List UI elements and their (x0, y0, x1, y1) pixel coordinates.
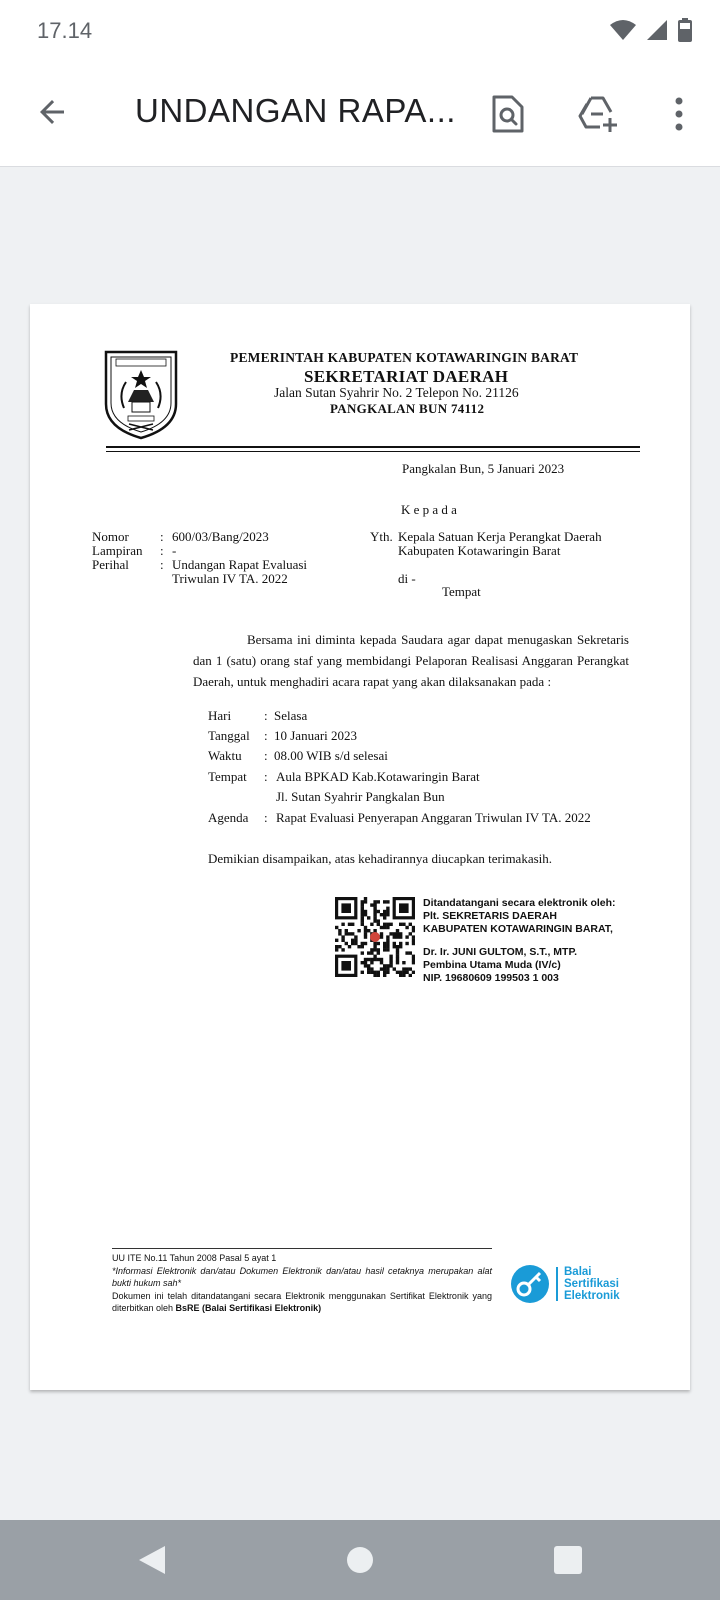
status-bar (0, 0, 720, 64)
find-in-document-button[interactable] (484, 90, 532, 138)
meta-nomor-sep: : (160, 529, 164, 544)
more-vert-icon (673, 96, 685, 132)
status-time: 17.14 (37, 18, 93, 43)
status-icons (610, 18, 692, 42)
find-in-document-icon (490, 94, 526, 134)
meta-perihal-sep: : (160, 557, 164, 572)
battery-icon (678, 18, 692, 42)
signer-nip: NIP. 19680609 199503 1 003 (423, 972, 559, 984)
letterhead-rule-thick (106, 446, 640, 448)
footer-notice (112, 1252, 492, 1315)
footer-certificate-text: Dokumen ini telah ditandatangani secara Elektronik menggunakan Sertifikat Elektronik yang diterbitkan oleh (112, 1290, 492, 1313)
signature-line-1: Ditandatangani secara elektronik oleh: (423, 897, 616, 909)
body-paragraph (193, 629, 629, 692)
schedule-hari-colon: : (264, 708, 268, 723)
letterhead-government: PEMERINTAH KABUPATEN KOTAWARINGIN BARAT (230, 350, 579, 365)
letterhead-address: Jalan Sutan Syahrir No. 2 Telepon No. 21126 (274, 385, 519, 400)
nav-recents-button[interactable] (548, 1540, 588, 1580)
footer-rule (112, 1248, 492, 1249)
regency-emblem-logo (102, 346, 180, 440)
schedule-tempat-value: Aula BPKAD Kab.Kotawaringin Barat (276, 769, 480, 784)
schedule-hari-label: Hari (208, 708, 232, 723)
signature-qr-code (335, 897, 415, 977)
nav-back-icon (137, 1544, 167, 1576)
nav-recents-icon (553, 1545, 583, 1575)
schedule-hari-value: Selasa (274, 708, 308, 723)
signer-name: Dr. Ir. JUNI GULTOM, S.T., MTP. (423, 946, 578, 958)
letter-date: Pangkalan Bun, 5 Januari 2023 (402, 461, 565, 476)
letterhead-office: SEKRETARIAT DAERAH (304, 367, 509, 386)
meta-perihal-value-cont: Triwulan IV TA. 2022 (172, 571, 288, 586)
back-button[interactable] (34, 94, 74, 134)
schedule-tempat-label: Tempat (208, 769, 247, 784)
kepada-label: K e p a d a (401, 502, 457, 517)
more-options-button[interactable] (655, 90, 703, 138)
bsre-text-1: Balai (564, 1266, 592, 1278)
arrow-left-icon (34, 94, 70, 130)
document-page (30, 304, 690, 1390)
meta-lampiran-value: - (172, 543, 177, 558)
letterhead-rule-thin (106, 451, 640, 452)
nav-home-icon (346, 1546, 374, 1574)
recipient-di: di - (398, 571, 416, 586)
meta-lampiran-sep: : (160, 543, 164, 558)
add-to-drive-icon (578, 94, 620, 134)
document-title: UNDANGAN RAPA... (135, 92, 456, 129)
meta-lampiran-label: Lampiran (92, 543, 143, 558)
footer-certificate-note (112, 1290, 492, 1315)
recipient-line1: Kepala Satuan Kerja Perangkat Daerah (398, 529, 602, 544)
letterhead-city: PANGKALAN BUN 74112 (330, 401, 485, 416)
bsre-divider (556, 1267, 558, 1301)
meta-nomor-value: 600/03/Bang/2023 (172, 529, 269, 544)
signer-rank: Pembina Utama Muda (IV/c) (423, 959, 561, 971)
signature-line-2: Plt. SEKRETARIS DAERAH (423, 910, 557, 922)
schedule-tanggal-colon: : (264, 728, 268, 743)
bsre-text-2: Sertifikasi (564, 1278, 619, 1290)
schedule-agenda-value: Rapat Evaluasi Penyerapan Anggaran Triwulan IV TA. 2022 (276, 810, 591, 825)
footer-law: UU ITE No.11 Tahun 2008 Pasal 5 ayat 1 (112, 1253, 277, 1263)
recipient-line2: Kabupaten Kotawaringin Barat (398, 543, 561, 558)
bsre-key-icon (510, 1264, 550, 1304)
recipient-yth: Yth. (370, 529, 393, 544)
body-text: Bersama ini diminta kepada Saudara agar dapat menugaskan Sekretaris dan 1 (satu) orang staf yang membidangi Pelaporan Realisasi Anggaran Perangkat Daerah, untuk menghadiri acara rapat yang akan dilaksanakan pada : (193, 632, 629, 689)
schedule-tanggal-value: 10 Januari 2023 (274, 728, 358, 743)
bsre-text (564, 1266, 620, 1302)
signal-icon (646, 19, 668, 41)
app-bar (0, 64, 720, 167)
qr-code-graphic (335, 897, 415, 977)
schedule-tempat-value-2: Jl. Sutan Syahrir Pangkalan Bun (276, 789, 445, 804)
footer-legal-note: *Informasi Elektronik dan/atau Dokumen Elektronik dan/atau hasil cetaknya merupakan alat bukti hukum sah* (112, 1265, 492, 1288)
schedule-agenda-label: Agenda (208, 810, 249, 825)
schedule-tanggal-label: Tanggal (208, 728, 250, 743)
add-to-drive-button[interactable] (575, 90, 623, 138)
wifi-icon (610, 19, 636, 41)
meta-perihal-value: Undangan Rapat Evaluasi (172, 557, 308, 572)
closing-text: Demikian disampaikan, atas kehadirannya diucapkan terimakasih. (208, 851, 553, 866)
signature-line-3: KABUPATEN KOTAWARINGIN BARAT, (423, 923, 613, 935)
system-nav-bar (0, 1520, 720, 1600)
schedule-waktu-label: Waktu (208, 748, 242, 763)
footer-bsre-name: BsRE (Balai Sertifikasi Elektronik) (175, 1303, 322, 1313)
schedule-waktu-value: 08.00 WIB s/d selesai (274, 748, 388, 763)
bsre-text-3: Elektronik (564, 1290, 620, 1302)
bsre-logo (510, 1264, 620, 1304)
meta-nomor-label: Nomor (92, 529, 129, 544)
recipient-tempat: Tempat (442, 584, 481, 599)
nav-home-button[interactable] (340, 1540, 380, 1580)
schedule-agenda-colon: : (264, 810, 268, 825)
schedule-waktu-colon: : (264, 748, 268, 763)
nav-back-button[interactable] (132, 1540, 172, 1580)
meta-perihal-label: Perihal (92, 557, 129, 572)
schedule-tempat-colon: : (264, 769, 268, 784)
